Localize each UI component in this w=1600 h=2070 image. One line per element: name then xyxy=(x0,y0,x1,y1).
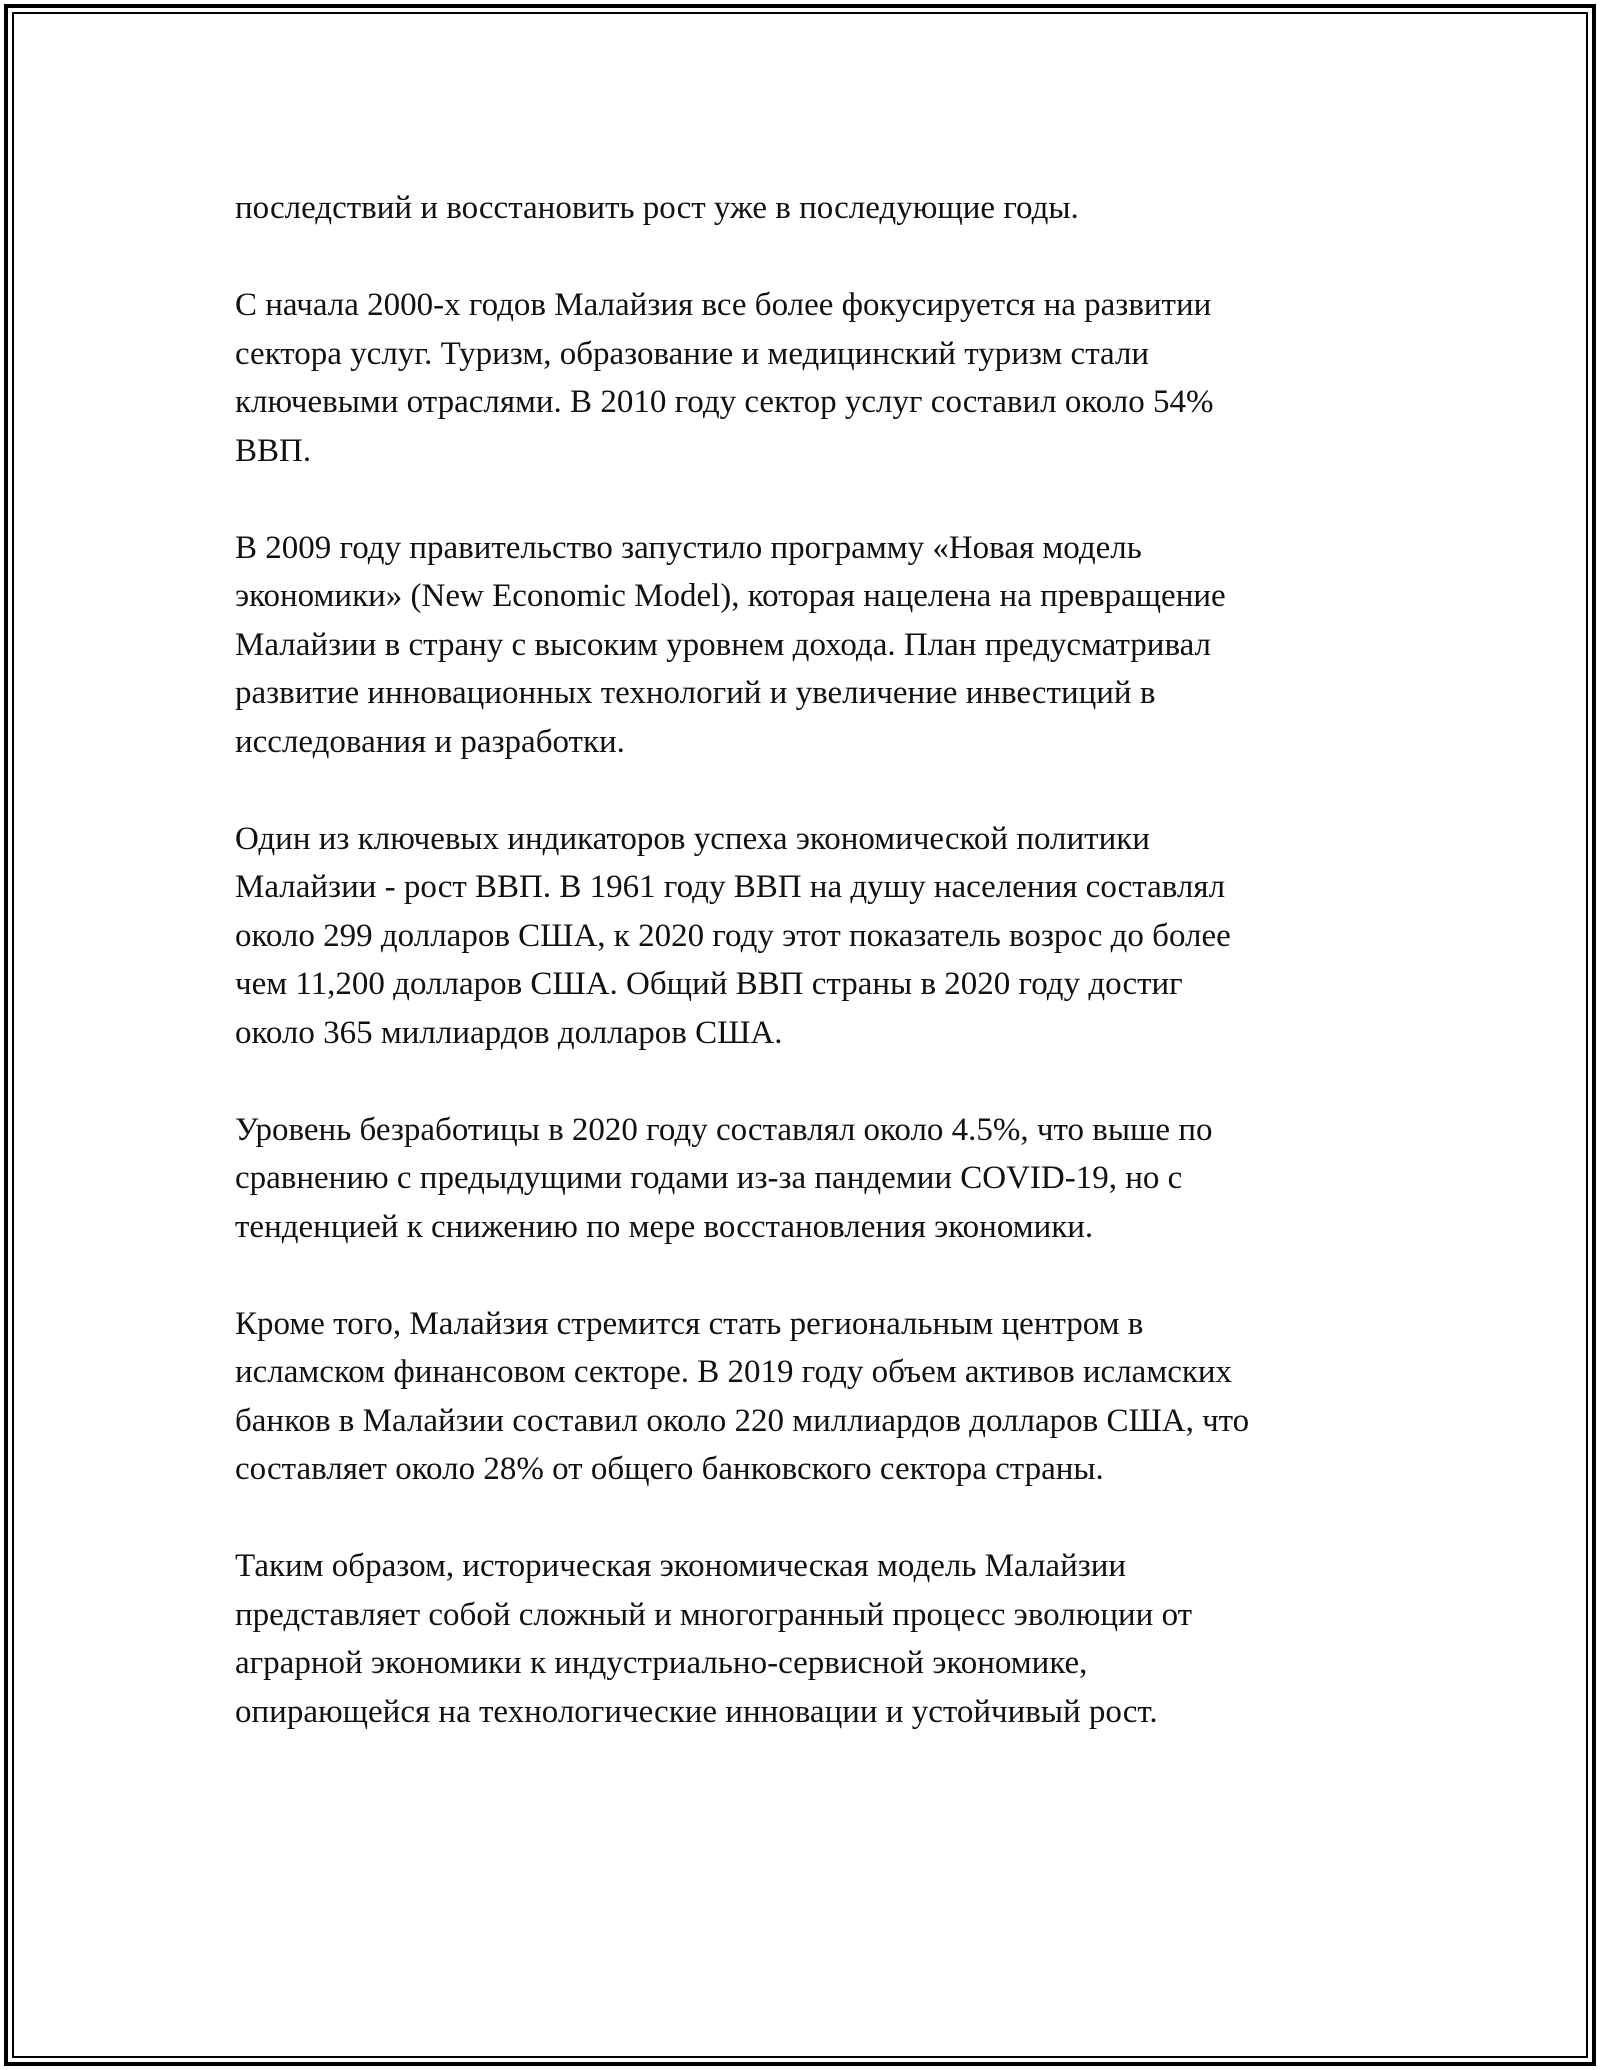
text-line: тенденцией к снижению по мере восстановления экономики. xyxy=(235,1208,1094,1245)
text-line: около 365 миллиардов долларов США. xyxy=(235,1014,783,1051)
text-line: сектора услуг. Туризм, образование и медицинский туризм стали xyxy=(235,335,1150,372)
text-line: чем 11,200 долларов США. Общий ВВП страны в 2020 году достиг xyxy=(235,966,1183,1002)
text-line: составляет около 28% от общего банковского сектора страны. xyxy=(235,1451,1104,1487)
text-line: около 299 долларов США, к 2020 году этот показатель возрос до более xyxy=(235,917,1231,954)
text-line: В 2009 году правительство запустило программу «Новая модель xyxy=(235,529,1142,566)
text-line: экономики» (New Economic Model), которая нацелена на превращение xyxy=(235,578,1226,614)
text-line: исламском финансовом секторе. В 2019 году объем активов исламских xyxy=(235,1354,1233,1390)
paragraph-unemployment xyxy=(235,1106,1395,1252)
text-line: последствий и восстановить рост уже в последующие годы. xyxy=(235,190,1079,226)
text-line: ВВП. xyxy=(235,432,312,469)
text-line: ключевыми отраслями. В 2010 году сектор услуг составил около 54% xyxy=(235,384,1214,420)
text-line: Кроме того, Малайзия стремится стать региональным центром в xyxy=(235,1305,1144,1342)
text-line: Таким образом, историческая экономическая модель Малайзии xyxy=(235,1548,1127,1584)
text-line: Малайзии - рост ВВП. В 1961 году ВВП на душу населения составлял xyxy=(235,869,1226,905)
paragraph-gdp-growth xyxy=(235,815,1395,1058)
text-line: сравнению с предыдущими годами из-за пандемии COVID-19, но с xyxy=(235,1160,1183,1196)
text-line: банков в Малайзии составил около 220 миллиардов долларов США, что xyxy=(235,1402,1250,1439)
text-line: Уровень безработицы в 2020 году составлял около 4.5%, что выше по xyxy=(235,1111,1213,1148)
text-line: опирающейся на технологические инновации и устойчивый рост. xyxy=(235,1693,1158,1730)
text-line: исследования и разработки. xyxy=(235,723,625,760)
text-line: развитие инновационных технологий и увеличение инвестиций в xyxy=(235,675,1156,711)
document-body xyxy=(235,184,1395,1785)
text-line: Малайзии в страну с высоким уровнем дохода. План предусматривал xyxy=(235,626,1212,663)
text-line: представляет собой сложный и многогранный процесс эволюции от xyxy=(235,1596,1193,1633)
paragraph-recovery xyxy=(235,184,1395,233)
paragraph-services-sector xyxy=(235,281,1395,475)
text-line: аграрной экономики к индустриально-сервисной экономике, xyxy=(235,1645,1088,1681)
paragraph-islamic-finance xyxy=(235,1300,1395,1494)
paragraph-new-economic-model xyxy=(235,524,1395,767)
text-line: С начала 2000-х годов Малайзия все более фокусируется на развитии xyxy=(235,287,1212,323)
text-line: Один из ключевых индикаторов успеха экономической политики xyxy=(235,820,1150,857)
paragraph-conclusion xyxy=(235,1542,1395,1736)
